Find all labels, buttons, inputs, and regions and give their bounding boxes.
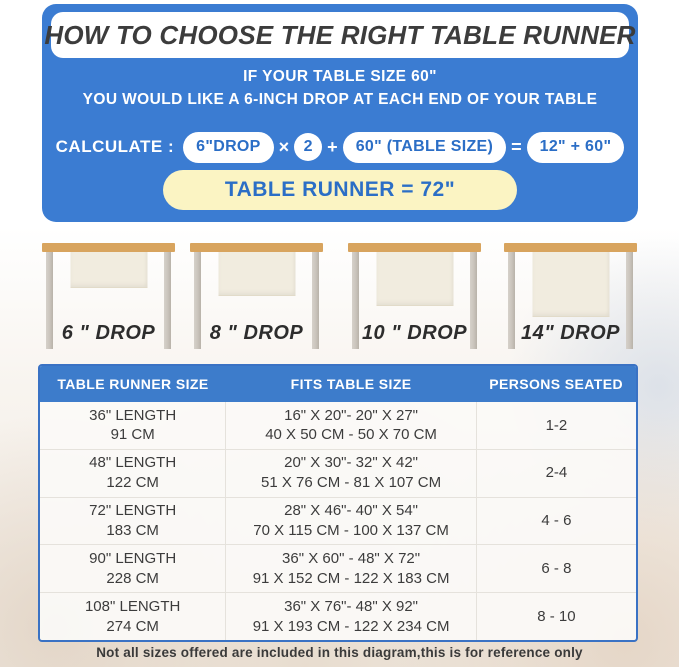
runner-size-cell <box>40 545 225 592</box>
fits-size-cm: 70 X 115 CM - 100 X 137 CM <box>253 521 449 539</box>
runner-size-inches: 108" LENGTH <box>84 597 181 615</box>
runner-size-cell <box>40 450 225 497</box>
drop-figure-10 <box>348 238 481 356</box>
size-table <box>38 364 638 642</box>
factor-circle: 2 <box>294 133 322 161</box>
fits-size-inches: 20" X 30"- 32" X 42" <box>284 454 419 472</box>
fits-size-inches: 28" X 46"- 40" X 54" <box>284 502 419 520</box>
tabletop <box>42 243 175 252</box>
table-row <box>40 497 636 545</box>
runner-size-cm: 274 CM <box>106 617 159 635</box>
runner-size-cm: 122 CM <box>106 474 159 492</box>
tabletop <box>504 243 637 252</box>
fits-size-inches: 16" X 20"- 20" X 27" <box>284 406 419 424</box>
table-runner-swatch <box>376 243 453 306</box>
result-pill: TABLE RUNNER = 72" <box>163 170 517 210</box>
persons-value: 6 - 8 <box>541 559 572 577</box>
fits-size-cm: 40 X 50 CM - 50 X 70 CM <box>265 426 437 444</box>
drop-label: 10 " DROP <box>361 322 468 344</box>
persons-cell <box>476 498 636 545</box>
fits-size-cell <box>225 450 475 497</box>
runner-size-inches: 90" LENGTH <box>89 549 177 567</box>
drop-label: 8 " DROP <box>209 322 304 344</box>
persons-value: 4 - 6 <box>541 512 572 530</box>
fits-size-cell <box>225 593 475 640</box>
fits-size-cm: 91 X 193 CM - 122 X 234 CM <box>252 617 450 635</box>
column-header-runner-size: TABLE RUNNER SIZE <box>57 376 209 392</box>
drop-figure-6 <box>42 238 175 356</box>
fits-size-cell <box>225 498 475 545</box>
size-table-body <box>40 402 636 640</box>
fits-size-inches: 36" X 76"- 48" X 92" <box>284 597 419 615</box>
sum-pill: 12" + 60" <box>527 132 625 163</box>
multiply-sign: × <box>278 136 290 157</box>
runner-size-cell <box>40 498 225 545</box>
tabletop <box>190 243 323 252</box>
persons-value: 1-2 <box>545 416 568 434</box>
subtitle-line-2: YOU WOULD LIKE A 6-INCH DROP AT EACH END OF YOUR TABLE <box>82 91 598 108</box>
plus-sign: + <box>327 136 338 157</box>
calculate-label: CALCULATE : <box>55 137 175 156</box>
fits-size-cm: 51 X 76 CM - 81 X 107 CM <box>261 474 442 492</box>
drop-pill: 6"DROP <box>183 132 274 163</box>
fits-size-cm: 91 X 152 CM - 122 X 183 CM <box>252 569 450 587</box>
title-box <box>44 12 636 58</box>
table-row <box>40 402 636 449</box>
footer-note: Not all sizes offered are included in this diagram,this is for reference only <box>96 645 583 660</box>
calculation-row <box>42 131 638 163</box>
drop-label: 14" DROP <box>520 322 621 344</box>
drop-examples <box>42 238 638 356</box>
fits-size-cell <box>225 402 475 449</box>
runner-size-cm: 228 CM <box>106 569 159 587</box>
table-row <box>40 449 636 497</box>
table-size-pill: 60" (TABLE SIZE) <box>343 132 506 163</box>
runner-size-cell <box>40 593 225 640</box>
tabletop <box>348 243 481 252</box>
runner-size-inches: 48" LENGTH <box>89 454 177 472</box>
drop-figure-14 <box>504 238 637 356</box>
runner-size-inches: 36" LENGTH <box>89 406 177 424</box>
header-panel <box>42 4 638 222</box>
runner-size-cm: 91 CM <box>110 426 155 444</box>
runner-size-cell <box>40 402 225 449</box>
subtitle-line-1: IF YOUR TABLE SIZE 60" <box>243 68 437 85</box>
column-header-persons: PERSONS SEATED <box>489 376 623 392</box>
persons-cell <box>476 593 636 640</box>
table-row <box>40 592 636 640</box>
size-table-header <box>40 366 636 402</box>
fits-size-cell <box>225 545 475 592</box>
persons-value: 2-4 <box>545 464 568 482</box>
fits-size-inches: 36" X 60" - 48" X 72" <box>282 549 421 567</box>
table-row <box>40 544 636 592</box>
persons-value: 8 - 10 <box>537 607 576 625</box>
drop-label: 6 " DROP <box>61 322 156 344</box>
runner-size-inches: 72" LENGTH <box>89 502 177 520</box>
table-runner-swatch <box>532 243 609 317</box>
drop-figure-8 <box>190 238 323 356</box>
persons-cell <box>476 402 636 449</box>
equals-sign: = <box>511 136 522 157</box>
runner-size-cm: 183 CM <box>106 521 159 539</box>
page-title: HOW TO CHOOSE THE RIGHT TABLE RUNNER <box>44 19 636 50</box>
column-header-fits-size: FITS TABLE SIZE <box>290 376 412 392</box>
persons-cell <box>476 450 636 497</box>
persons-cell <box>476 545 636 592</box>
